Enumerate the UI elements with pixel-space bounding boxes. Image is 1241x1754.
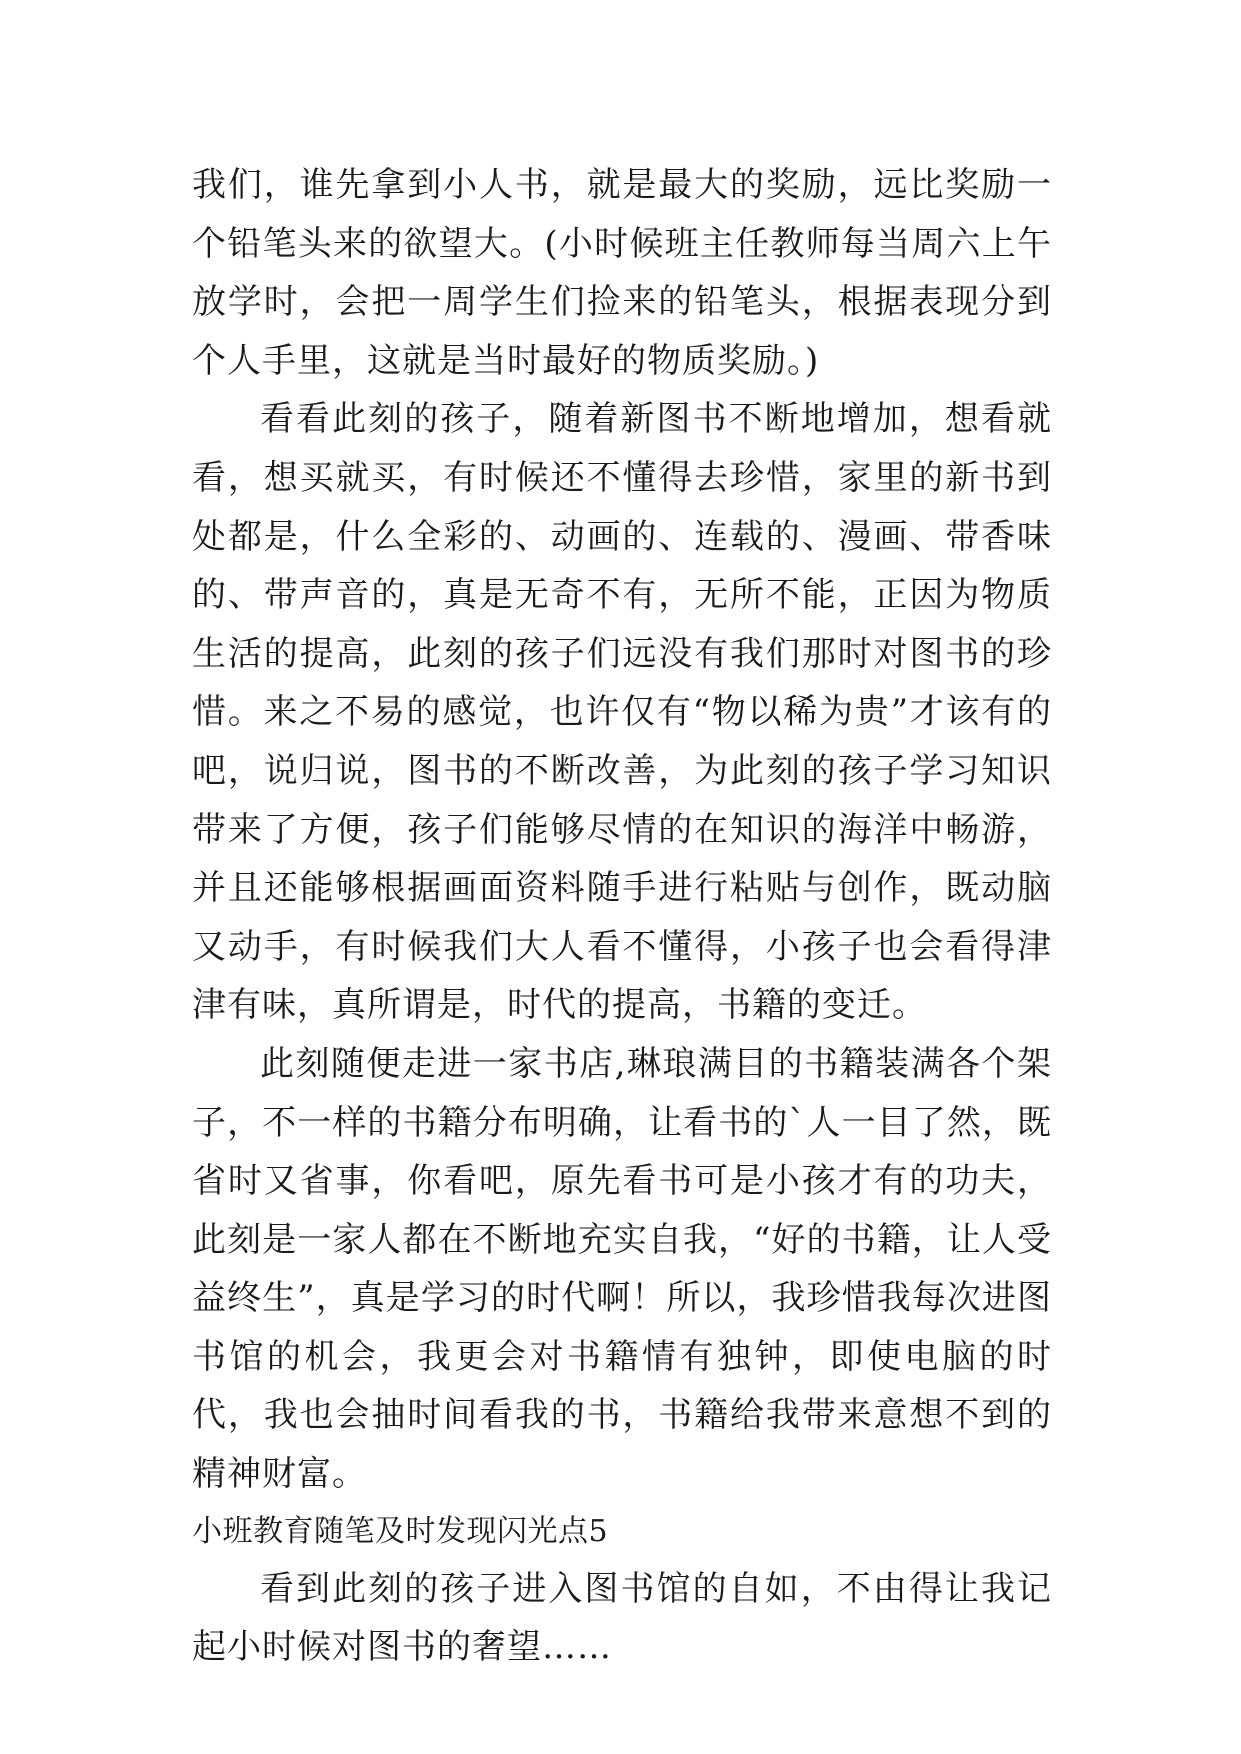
section-heading: 小班教育随笔及时发现闪光点5 [192, 1513, 609, 1549]
paragraph-bookstore: 此刻随便走进一家书店,琳琅满目的书籍装满各个架子，不一样的书籍分布明确，让看书的`人一目了然，既省时又省事，你看吧，原先看书可是小孩才有的功夫，此刻是一家人都在不断地充实自我，“好的书籍，让人受益终生”，真是学习的时代啊！所以，我珍惜我每次进图书馆的机会，我更会对书籍情有独钟，即使电脑的时代，我也会抽时间看我的书，书籍给我带来意想不到的精神财富。 [192, 1043, 1052, 1495]
paragraph-children-books: 看看此刻的孩子，随着新图书不断地增加，想看就看，想买就买，有时候还不懂得去珍惜，家里的新书到处都是，什么全彩的、动画的、连载的、漫画、带香味的、带声音的，真是无奇不有，无所不能，正因为物质生活的提高，此刻的孩子们远没有我们那时对图书的珍惜。来之不易的感觉，也许仅有“物以稀为贵”才该有的吧，说归说，图书的不断改善，为此刻的孩子学习知识带来了方便，孩子们能够尽情的在知识的海洋中畅游，并且还能够根据画面资料随手进行粘贴与创作，既动脑又动手，有时候我们大人看不懂得，小孩子也会看得津津有味，真所谓是，时代的提高，书籍的变迁。 [192, 399, 1052, 1026]
document-body [192, 156, 1052, 1677]
paragraph-continued: 我们，谁先拿到小人书，就是最大的奖励，远比奖励一个铅笔头来的欲望大。(小时候班主任教师每当周六上午放学时，会把一周学生们捡来的铅笔头，根据表现分到个人手里，这就是当时最好的物质奖励。) [192, 165, 1052, 381]
paragraph-library: 看到此刻的孩子进入图书馆的自如，不由得让我记起小时候对图书的奢望…… [192, 1568, 1052, 1668]
